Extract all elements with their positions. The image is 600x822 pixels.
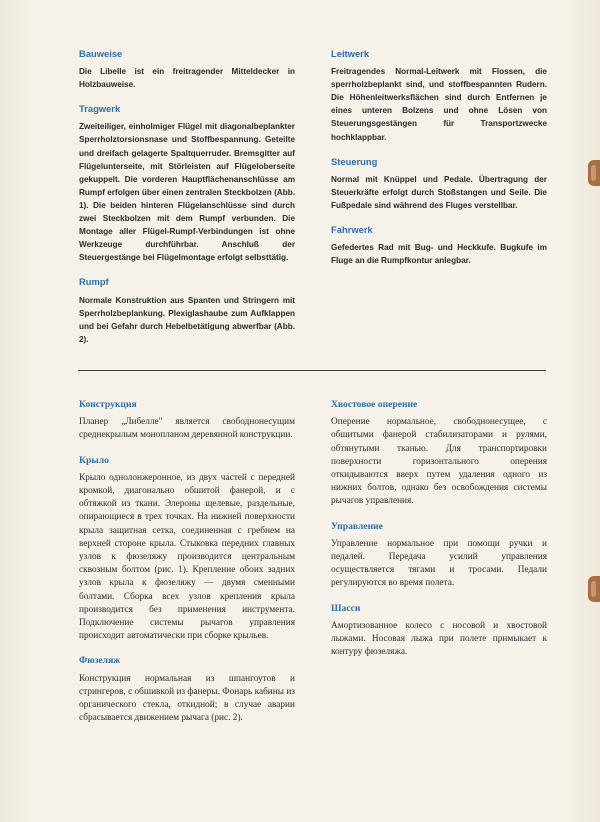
german-left-column (79, 47, 295, 357)
section-heading-konstruktsiya: Конструкция (79, 399, 137, 410)
section-text-konstruktsiya: Планер „Либелле" является свободнонесущим среднекрылым монопланом деревянной конструкции. (79, 417, 295, 441)
section-text-fahrwerk: Gefedertes Rad mit Bug- und Heckkufe. Bugkufe im Fluge an die Rumpfkontur anlegbar. (331, 243, 547, 266)
section-heading-bauweise: Bauweise (79, 48, 123, 59)
section-heading-rumpf: Rumpf (79, 276, 109, 288)
section-heading-fahrwerk: Fahrwerk (331, 224, 373, 236)
section-heading-leitwerk: Leitwerk (331, 48, 370, 59)
section-text-bauweise: Die Libelle ist ein freitragender Mitteldecker in Holzbauweise. (79, 67, 295, 90)
section-text-steuerung: Normal mit Knüppel und Pedale. Übertragung der Steuerkräfte erfolgt durch Stoßstangen und Seile. Die Fußpedale sind während des Fluges verstellbar. (331, 174, 547, 210)
section-text-rumpf: Normale Konstruktion aus Spanten und Stringern mit Sperrholzbeplankung. Plexiglashaube zum Aufklappen und bei Gefahr durch Hebelbetätigung abwerfbar (Abb. 2). (79, 295, 295, 344)
binder-clip-top (588, 160, 600, 186)
section-heading-upravlenie: Управление (331, 520, 383, 532)
russian-left-column (79, 398, 295, 736)
section-text-tragwerk: Zweiteiliger, einholmiger Flügel mit diagonalbeplankter Sperrholztorsionsnase und Stoffbespannung. Geteilte und dreifach gelagerte Spaltquerruder. Bremsgitter auf Flügelunterseite, mit Störleisten auf Flügeloberseite gekuppelt. Die vorderen Hauptflächenanschlüsse am Rumpf erfolgen über einen zentralen Steckbolzen (Abb. 1). Die beiden hinteren Flügelanschlüsse sind durch zwei Steckbolzen mit dem Rumpf verbunden. Die Montage aller Flügel-Rumpf-Verbindungen ist ohne Werkzeuge durchführbar. Anschluß der Steuergestänge bei Flügelmontage erfolgt selbsttätig. (79, 122, 295, 263)
section-heading-fyuzelyazh: Фюзеляж (79, 655, 121, 667)
section-text-fyuzelyazh: Конструкция нормальная из шпангоутов и стрингеров, с обшивкой из фанеры. Фонарь кабины из органического стекла, откидной; в случае аварии сбрасывается движением рычага (рис. 2). (79, 673, 295, 724)
section-text-krylo: Крыло однолонжеронное, из двух частей с передней кромкой, диагонально обшитой фанерой, и с обтяжкой из ткани. Элероны щелевые, раздельные, опирающиеся в трех точках. На нижней поверхности крыла защитная сетка, соединенная с гребнем на верхней стороне крыла. Стыковка передних главных узлов к фюзеляжу производится центральным сквозным болтом (рис. 1). Крепление обоих задних узлов крыла к фюзеляжу — двумя сменными болтами. Сборка всех узлов крепления крыла производится без применения инструмента. Подключение системы рычагов управления происходит автоматически при сборке крыльев. (79, 472, 295, 642)
german-right-column (331, 47, 547, 278)
section-text-leitwerk: Freitragendes Normal-Leitwerk mit Flossen, die sperrholzbeplankt sind, und stoffbespannten Rudern. Die Höhenleitwerksflächen sind durch Entfernen je eines unteren Bolzens und ohne Lösen von Steuerungsgestängen für Transportzwecke hochklappbar. (331, 67, 547, 142)
section-divider (78, 370, 546, 371)
section-heading-krylo: Крыло (79, 454, 109, 466)
binder-clip-bottom (588, 576, 600, 602)
section-text-shassi: Амортизованное колесо с носовой и хвостовой лыжами. Носовая лыжа при полете примыкает к контуру фюзеляжа. (331, 620, 547, 658)
section-heading-tragwerk: Tragwerk (79, 103, 121, 115)
section-heading-khvostovoe-operenie: Хвостовое оперение (331, 399, 418, 410)
section-heading-shassi: Шасси (331, 602, 361, 614)
section-text-upravlenie: Управление нормальное при помощи ручки и педалей. Передача усилий управления осуществляется тягами и тросами. Педали регулируются во время полета. (331, 538, 547, 589)
section-heading-steuerung: Steuerung (331, 155, 378, 167)
section-text-khvostovoe-operenie: Оперение нормальное, свободнонесущее, с обшитыми фанерой стабилизаторами и рулями, обтянутыми тканью. Для транспортировки поверхности горизонтального оперения откидываются вверх путем удаления одного из нижних болтов, однако без освобождения системы рычагов управления. (331, 417, 547, 507)
russian-right-column (331, 398, 547, 670)
